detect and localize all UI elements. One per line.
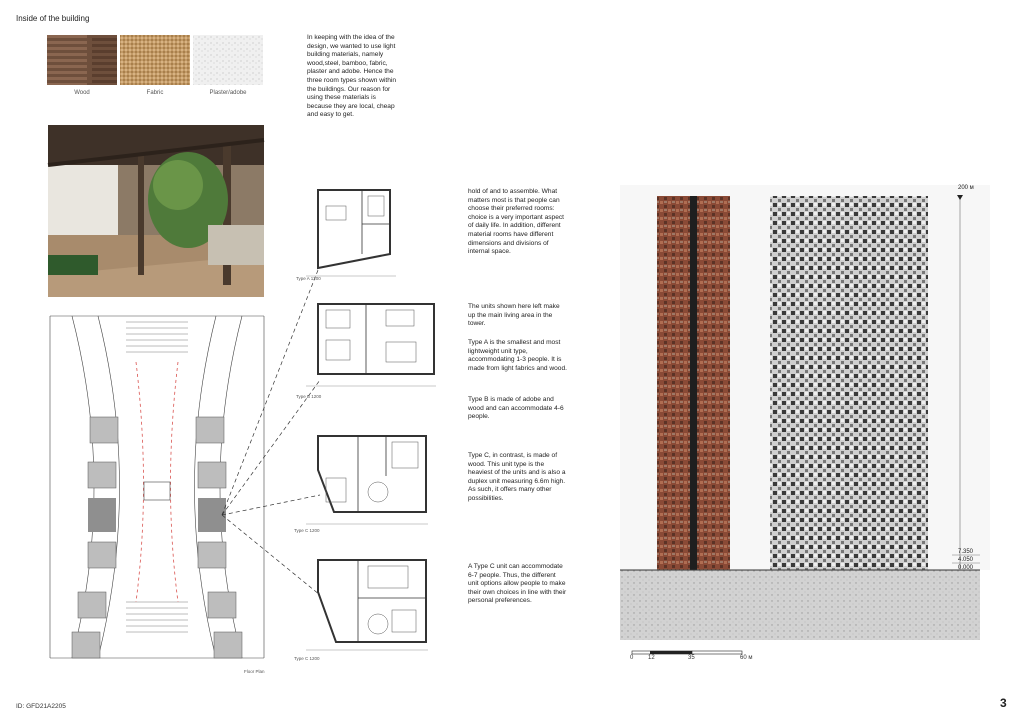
type-c-label: Type C 1200: [294, 528, 320, 533]
type-b-text: Type B is made of adobe and wood and can accommodate 4-6 people.: [468, 396, 564, 421]
type-c-text: Type C, in contrast, is made of wood. This unit type is the heaviest of the units and is also a duplex unit measuring 6.6m high. As such, it offers many other possibilities.: [468, 452, 566, 502]
scale-label-35: 35: [688, 655, 695, 661]
wood-label: Wood: [74, 90, 90, 96]
unit-plan-type-c-duplex: [296, 552, 446, 652]
page-number: 3: [1000, 696, 1007, 710]
unit-plan-type-a: [296, 184, 446, 284]
scale-label-0: 0: [630, 655, 634, 661]
type-c-capacity-text: A Type C unit can accommodate 6-7 people. Thus, the different unit options allow people to make their own choices in line with their personal preferences.: [468, 563, 567, 605]
type-b-label: Type B 1200: [296, 394, 322, 399]
level-label-2: 4.050: [958, 557, 974, 563]
floor-plan-label: Floor Plan: [244, 669, 265, 674]
intro-text: In keeping with the idea of the design, we wanted to use light building materials, namely wood,steel, bamboo, fabric, plaster and adobe. Hence the three room types shown within the buildings. Our reason for using these materials is because they are local, cheap and easy to get.: [307, 34, 397, 119]
unit-plan-type-b: [296, 296, 446, 396]
type-c-duplex-label: Type C 1200: [294, 656, 320, 661]
unit-plan-type-c: [296, 430, 446, 530]
fabric-label: Fabric: [146, 90, 164, 96]
level-label-1: 7.350: [958, 549, 974, 555]
type-a-text: Type A is the smallest and most lightweight unit type, accommodating 1-3 people. It is made from light fabrics and wood.: [468, 339, 567, 372]
scale-label-60: 60 м: [740, 655, 753, 661]
page-title: Inside of the building: [16, 14, 90, 23]
tower-elevation: [620, 185, 990, 675]
tower-right: [770, 196, 928, 570]
scale-bar: [632, 651, 742, 654]
type-a-label: Type A 1200: [296, 276, 321, 281]
ground: [620, 570, 980, 640]
units-text: The units shown here left make up the main living area in the tower.: [468, 303, 560, 328]
level-label-3: 0.000: [958, 565, 974, 571]
height-label: 200 м: [958, 185, 974, 191]
project-id: ID: GFD21A2205: [16, 703, 66, 710]
choice-text: hold of and to assemble. What matters most is that people can choose their preferred rooms: choice is a very important aspect of daily life. In addition, different material rooms have different dimensions and divisions of internal space.: [468, 188, 565, 256]
scale-label-12: 12: [648, 655, 655, 661]
plaster-label: Plaster/adobe: [209, 90, 247, 96]
